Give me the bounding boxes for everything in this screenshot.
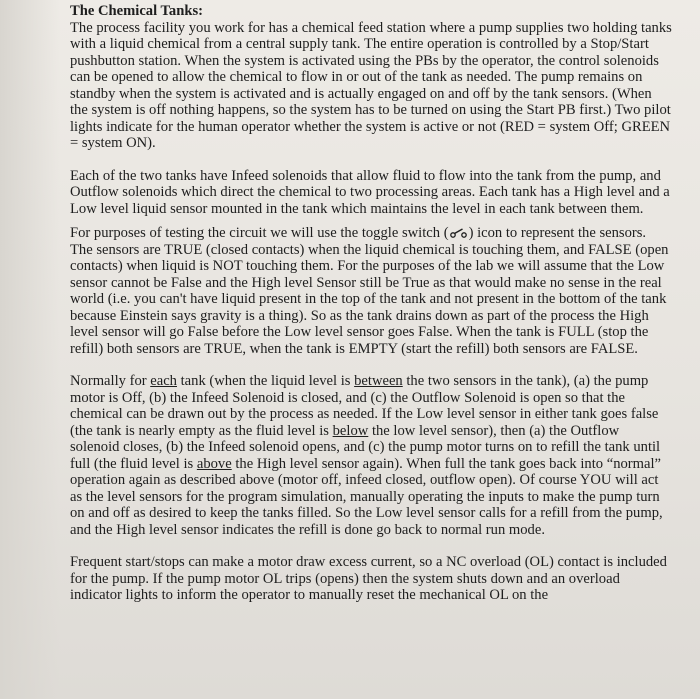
paragraph-intro: The process facility you work for has a chemical feed station where a pump supplies two holding tanks with a liquid chemical from a central supply tank. The entire operation is controlled by a Stop/Start pushbutton station. When the system is activated using the PBs by the operator, the control solenoids can be opened to allow the chemical to flow in or out of the tank as needed. The pump remains on standby when the system is activated and is actually engaged on and off by the tank sensors. (When the system is off nothing happens, so the system has to be turned on using the Start PB first.) Two pilot lights indicate for the human operator whether the system is active or not (RED = system Off; GREEN = system ON). [70,19,672,151]
document-title: The Chemical Tanks: [70,3,203,19]
paragraph-sensors [70,225,672,357]
paragraph-sensors-text-1: For purposes of testing the circuit we will use the toggle switch ( [70,225,449,241]
text-segment: tank (when the liquid level is [176,373,355,389]
paragraph-sensors-text-2: ) icon to represent the sensors. The sensors are TRUE (closed contacts) when the liquid chemical is touching them, and FALSE (open contacts) when liquid is NOT touching them. For the purposes of the lab we will assume that the Low sensor cannot be False and the High level Sensor still be True as that would make no sense in the real world (i.e. you can't have liquid present in the top of the tank and not present in the bottom of the tank because Einstein says gravity is a thing). So as the tank drains down as part of the process the High level sensor will go False before the Low level sensor goes False. When the tank is FULL (stop the refill) both sensors are TRUE, when the tank is EMPTY (start the refill) both sensors are FALSE. [70,225,669,357]
text-segment: the High level sensor again). When full the tank goes back into “normal” operation again as described above (motor off, infeed closed, outflow open). Of course YOU will act as the level sensors for the program simulation, manually operating the inputs to make the pump turn on and off as desired to keep the tanks filled. So the Low level sensor calls for a refill from the pump, and the High level sensor indicates the refill is done go back to normal run mode. [70,455,663,538]
toggle-switch-icon [449,227,469,239]
text-segment: the two sensors in the tank), (a) the pump motor is Off, (b) the Infeed Solenoid is closed, and (c) the Outflow Solenoid is open so that the chemical can be drawn out by the process as needed. If the Low level sensor in either tank goes false (the tank is nearly empty as the fluid level is [70,373,659,439]
paragraph-normal-operation [70,373,672,538]
paragraph-tanks: Each of the two tanks have Infeed solenoids that allow fluid to flow into the tank from the pump, and Outflow solenoids which direct the chemical to two processing areas. Each tank has a High level and a Low level liquid sensor mounted in the tank which maintains the level in each tank between them. [70,167,670,217]
paragraph-overload: Frequent start/stops can make a motor draw excess current, so a NC overload (OL) contact is included for the pump. If the pump motor OL trips (opens) then the system shuts down and an overload indicator lights to inform the operator to manually reset the mechanical OL on the [70,554,667,603]
underlined-above: above [196,455,232,472]
underlined-between: between [354,373,403,389]
underlined-each: each [150,373,177,389]
page-shadow [0,0,60,699]
text-segment: Normally for [70,373,151,389]
underlined-below: below [332,422,369,439]
text-segment: the low level sensor), then (a) the Outflow solenoid closes, (b) the Infeed solenoid opens, and (c) the pump motor turns on to refill the tank until full (the fluid level is [70,422,661,472]
